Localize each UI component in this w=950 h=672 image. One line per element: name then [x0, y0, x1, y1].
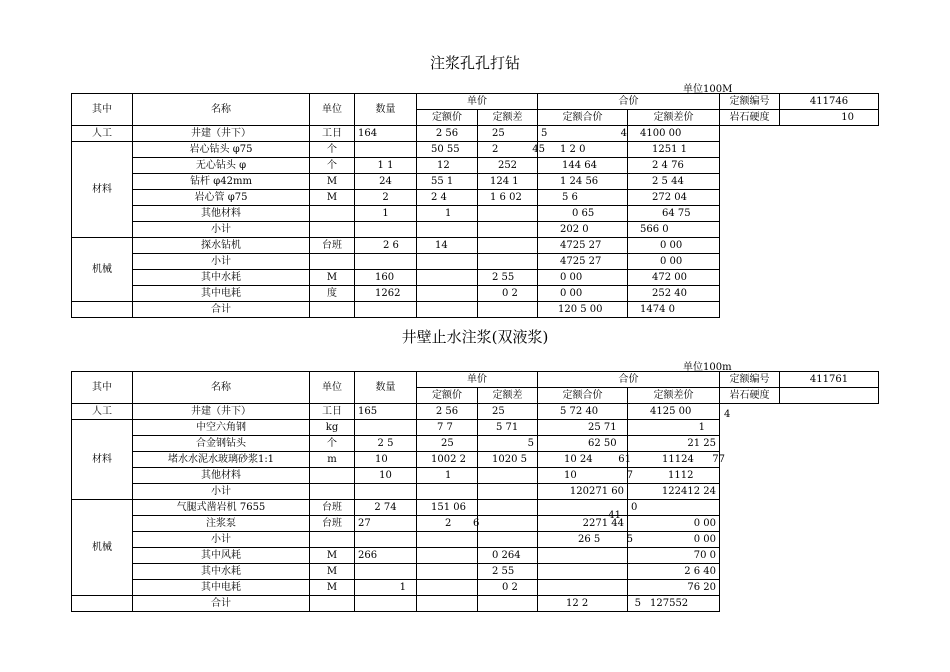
item-quota-diff	[478, 222, 538, 238]
table2-title: 井壁止水注浆(双液浆)	[401, 328, 549, 346]
item-diff-total: 76 20	[628, 580, 720, 596]
item-diff-total	[628, 452, 725, 468]
header-danjia: 单价	[417, 372, 538, 388]
item-name: 无心钻头 φ	[133, 158, 310, 174]
item-unit	[310, 222, 355, 238]
item-quota-total: 1 2 0	[538, 142, 628, 158]
item-quota-total	[538, 452, 631, 468]
item-name: 其中电耗	[133, 286, 310, 302]
item-name: 其中电耗	[133, 580, 310, 596]
item-qty: 2	[355, 190, 417, 206]
item-quota-total-main: 41	[608, 509, 621, 521]
item-qty: 2 74	[355, 500, 417, 516]
item-quota-price: 12	[417, 158, 478, 174]
item-diff-total: 2 5 44	[628, 174, 720, 190]
item-unit: 台班	[310, 238, 355, 254]
item-name: 中空六角钢	[133, 420, 310, 436]
item-diff-total-main: 11124	[662, 454, 694, 465]
item-name: 合金钢钻头	[133, 436, 310, 452]
item-quota-diff	[478, 596, 538, 612]
item-diff-total: 472 00	[628, 270, 720, 286]
header-quota-total: 定额合价	[538, 388, 628, 404]
item-diff-total: 4125 00	[628, 404, 720, 420]
item-quota-total-tail: 5	[634, 598, 641, 609]
item-diff-total: 0	[628, 500, 720, 516]
item-name: 其他材料	[133, 206, 310, 222]
item-quota-price	[417, 222, 478, 238]
item-diff-total: 0 00	[628, 254, 720, 270]
item-unit	[310, 206, 355, 222]
table2-unit-label: 单位100m	[683, 362, 732, 373]
item-quota-diff: 2 55	[478, 270, 538, 286]
item-name: 小计	[133, 484, 310, 500]
item-quota-total-main: 12 2	[566, 598, 589, 609]
item-unit: 台班	[310, 516, 355, 532]
header-quota-price: 定额价	[417, 388, 478, 404]
item-unit: 个	[310, 142, 355, 158]
item-quota-total	[538, 596, 641, 612]
header-diff-total: 定额差价	[628, 388, 720, 404]
item-quota-price	[417, 254, 478, 270]
item-quota-diff	[478, 516, 538, 532]
item-quota-diff: 0 2	[478, 286, 538, 302]
item-name: 其中风耗	[133, 548, 310, 564]
item-qty	[355, 532, 417, 548]
header-quota-diff: 定额差	[478, 110, 538, 126]
item-quota-price: 2 4	[417, 190, 478, 206]
header-quota-diff: 定额差	[478, 388, 538, 404]
item-quota-diff: 124 1	[478, 174, 538, 190]
item-quota-total: 1 24 56	[538, 174, 628, 190]
item-quota-total: 144 64	[538, 158, 628, 174]
item-quota-price	[417, 286, 478, 302]
item-quota-diff	[478, 206, 538, 222]
item-diff-total: 1251 1	[628, 142, 720, 158]
item-quota-diff: 0 2	[478, 580, 538, 596]
header-qizhong: 其中	[72, 94, 133, 126]
item-quota-price	[417, 596, 478, 612]
item-name: 堵水水泥水玻璃砂浆1:1	[133, 452, 310, 468]
item-qty: 165	[355, 404, 417, 420]
item-quota-total-main: 26 5	[578, 534, 601, 545]
item-diff-total: 0 00	[628, 238, 720, 254]
item-qty: 10	[355, 468, 417, 484]
category-machine: 机械	[72, 238, 133, 302]
item-quota-price: 2 56	[417, 404, 478, 420]
item-name: 小计	[133, 222, 310, 238]
item-qty: 160	[355, 270, 417, 286]
item-qty-tail: 14	[435, 240, 448, 251]
item-name: 小计	[133, 254, 310, 270]
item-diff-total: 4100 00	[628, 126, 720, 142]
header-quota-no-label: 定额编号	[720, 94, 780, 110]
item-quota-diff	[478, 142, 545, 158]
item-diff-total-tail: 77	[712, 454, 725, 465]
header-quota-price: 定额价	[417, 110, 478, 126]
item-diff-total: 0 00	[628, 532, 720, 548]
item-qty	[355, 302, 417, 318]
item-unit: kg	[310, 420, 355, 436]
item-quota-total	[538, 468, 633, 484]
item-quota-total: 0 00	[538, 270, 628, 286]
table-row	[72, 126, 879, 142]
item-diff-total: 0 00	[628, 516, 720, 532]
item-quota-diff: 1 6 02	[478, 190, 538, 206]
item-unit: M	[310, 174, 355, 190]
item-unit: M	[310, 548, 355, 564]
item-name: 钻杆 φ42mm	[133, 174, 310, 190]
item-diff-total: 566 0	[628, 222, 720, 238]
item-qty-main: 2 6	[383, 240, 399, 251]
item-quota-price: 7 7	[417, 420, 478, 436]
item-quota-total	[538, 500, 628, 521]
category-material: 材料	[72, 142, 133, 238]
header-unit: 单位	[310, 94, 355, 126]
item-quota-price	[417, 580, 478, 596]
item-quota-total	[538, 532, 633, 548]
item-qty	[355, 238, 448, 254]
header-name: 名称	[133, 94, 310, 126]
item-name: 其中水耗	[133, 564, 310, 580]
hardness-value	[780, 388, 879, 404]
item-unit: 工日	[310, 404, 355, 420]
item-quota-total	[538, 564, 628, 580]
item-name: 井建（井下）	[133, 126, 310, 142]
item-quota-total: 120271 60	[538, 484, 628, 500]
item-quota-total-tail: 7	[626, 470, 633, 481]
item-name: 其中水耗	[133, 270, 310, 286]
item-quota-total-tail: 5	[626, 534, 633, 545]
header-heji: 合价	[538, 94, 720, 110]
item-unit	[310, 484, 355, 500]
table1	[71, 93, 879, 318]
item-qty: 27	[355, 516, 417, 532]
item-quota-price	[417, 564, 478, 580]
item-quota-diff	[478, 238, 538, 254]
item-quota-total	[538, 580, 628, 596]
item-name: 其他材料	[133, 468, 310, 484]
item-unit: m	[310, 452, 355, 468]
item-qty: 24	[355, 174, 417, 190]
item-diff-total: 1112	[628, 468, 720, 484]
item-qty: 1	[355, 206, 417, 222]
item-quota-price	[417, 516, 478, 532]
table1-title: 注浆孔孔打钻	[429, 54, 520, 72]
item-qty	[355, 564, 417, 580]
table1-unit-label: 单位100M	[683, 84, 733, 95]
item-quota-price: 1	[417, 468, 478, 484]
header-heji: 合价	[538, 372, 720, 388]
item-quota-total: 4725 27	[538, 238, 628, 254]
item-quota-total	[538, 126, 628, 142]
item-quota-price-main: 2	[445, 518, 452, 529]
item-quota-diff	[478, 500, 538, 516]
item-qty: 164	[355, 126, 417, 142]
item-unit: 个	[310, 158, 355, 174]
item-quota-diff	[478, 302, 538, 318]
item-diff-total: 1	[628, 420, 720, 436]
item-qty: 10	[355, 452, 417, 468]
item-unit: 个	[310, 436, 355, 452]
item-quota-diff	[478, 532, 538, 548]
header-qty: 数量	[355, 372, 417, 404]
item-name: 探水钻机	[133, 238, 310, 254]
item-qty	[355, 484, 417, 500]
item-name: 岩心管 φ75	[133, 190, 310, 206]
item-diff-total: 1474 0	[628, 302, 720, 318]
item-quota-price	[417, 548, 478, 564]
item-quota-total-tail: 4	[620, 128, 627, 139]
item-qty: 266	[355, 548, 417, 564]
item-quota-diff: 1020 5	[478, 452, 538, 468]
item-qty	[355, 222, 417, 238]
item-diff-total: 64 75	[628, 206, 720, 222]
item-quota-total: 0 65	[538, 206, 628, 222]
header-quota-no-label: 定额编号	[720, 372, 780, 388]
item-quota-total	[538, 548, 628, 564]
item-quota-total: 4725 27	[538, 254, 628, 270]
item-unit: 工日	[310, 126, 355, 142]
item-unit	[310, 468, 355, 484]
hardness-value: 10	[780, 110, 879, 126]
item-quota-diff: 0 264	[478, 548, 538, 564]
item-unit: 度	[310, 286, 355, 302]
header-qizhong: 其中	[72, 372, 133, 404]
item-quota-total-main: 5	[541, 128, 548, 139]
item-unit	[310, 302, 355, 318]
item-name: 岩心钻头 φ75	[133, 142, 310, 158]
item-diff-total: 21 25	[628, 436, 720, 452]
category-labor: 人工	[72, 126, 133, 142]
item-quota-total: 5 6	[538, 190, 628, 206]
item-qty	[355, 254, 417, 270]
quota-no: 411746	[780, 94, 879, 110]
item-quota-diff	[478, 254, 538, 270]
item-name: 小计	[133, 532, 310, 548]
category-labor: 人工	[72, 404, 133, 420]
item-unit	[310, 596, 355, 612]
item-diff-total: 2 4 76	[628, 158, 720, 174]
item-quota-price	[417, 270, 478, 286]
item-quota-price: 50 55	[417, 142, 478, 158]
item-diff-total: 2 6 40	[628, 564, 720, 580]
item-quota-price: 2 56	[417, 126, 478, 142]
item-qty: 2 5	[355, 436, 417, 452]
item-quota-price	[417, 532, 478, 548]
header-quota-total: 定额合价	[538, 110, 628, 126]
item-unit: M	[310, 580, 355, 596]
category-material: 材料	[72, 420, 133, 500]
item-unit: 台班	[310, 500, 355, 516]
item-qty	[355, 142, 417, 158]
item-quota-diff: 5	[478, 436, 538, 452]
item-quota-total: 5 72 40	[538, 404, 628, 420]
item-quota-diff	[478, 468, 538, 484]
item-qty	[355, 596, 417, 612]
item-quota-diff-main: 2	[492, 144, 499, 155]
header-danjia: 单价	[417, 94, 538, 110]
item-qty	[355, 420, 417, 436]
item-quota-diff	[478, 484, 538, 500]
item-quota-total: 202 0	[538, 222, 628, 238]
item-quota-total: 0 00	[538, 286, 628, 302]
header-diff-total: 定额差价	[628, 110, 720, 126]
item-name: 气腿式凿岩机 7655	[133, 500, 310, 516]
item-unit: M	[310, 564, 355, 580]
item-quota-price: 25	[417, 436, 478, 452]
header-name: 名称	[133, 372, 310, 404]
item-quota-price: 1002 2	[417, 452, 478, 468]
item-quota-total-main: 10	[564, 470, 577, 481]
item-quota-total-tail: 61	[618, 454, 631, 465]
table-row	[72, 404, 879, 420]
item-quota-total: 2271 44	[538, 516, 628, 532]
table2	[71, 371, 879, 612]
item-quota-price: 1	[417, 206, 478, 222]
item-diff-total: 127552	[628, 596, 720, 612]
item-quota-price	[417, 484, 478, 500]
item-name: 井建（井下）	[133, 404, 310, 420]
item-qty: 1	[355, 580, 417, 596]
item-quota-diff: 25	[478, 404, 538, 420]
stray-digit: 4	[724, 409, 731, 420]
header-qty: 数量	[355, 94, 417, 126]
item-name: 注浆泵	[133, 516, 310, 532]
item-qty: 1 1	[355, 158, 417, 174]
item-quota-total: 120 5 00	[538, 302, 628, 318]
header-unit: 单位	[310, 372, 355, 404]
item-unit: M	[310, 270, 355, 286]
item-diff-total: 252 40	[628, 286, 720, 302]
item-quota-price: 55 1	[417, 174, 478, 190]
item-unit: M	[310, 190, 355, 206]
item-quota-diff: 2 55	[478, 564, 538, 580]
header-hardness-label: 岩石硬度	[720, 388, 780, 404]
item-quota-diff: 252	[478, 158, 538, 174]
item-unit	[310, 532, 355, 548]
category-machine: 机械	[72, 500, 133, 596]
item-quota-price	[417, 302, 478, 318]
item-quota-total-main: 10 24	[564, 454, 593, 465]
item-name: 合计	[133, 596, 310, 612]
item-qty: 1262	[355, 286, 417, 302]
item-quota-total: 62 50	[538, 436, 628, 452]
item-name: 合计	[133, 302, 310, 318]
item-diff-total: 122412 24	[628, 484, 720, 500]
header-hardness-label: 岩石硬度	[720, 110, 780, 126]
item-diff-total: 70 0	[628, 548, 720, 564]
item-quota-price: 151 06	[417, 500, 478, 516]
item-quota-total: 25 71	[538, 420, 628, 436]
item-quota-diff-tail: 45	[532, 144, 545, 155]
item-unit	[310, 254, 355, 270]
item-diff-total: 272 04	[628, 190, 720, 206]
item-quota-diff: 5 71	[478, 420, 538, 436]
item-quota-diff: 25	[478, 126, 538, 142]
quota-no: 411761	[780, 372, 879, 388]
item-quota-price-tail: 6	[473, 518, 480, 529]
